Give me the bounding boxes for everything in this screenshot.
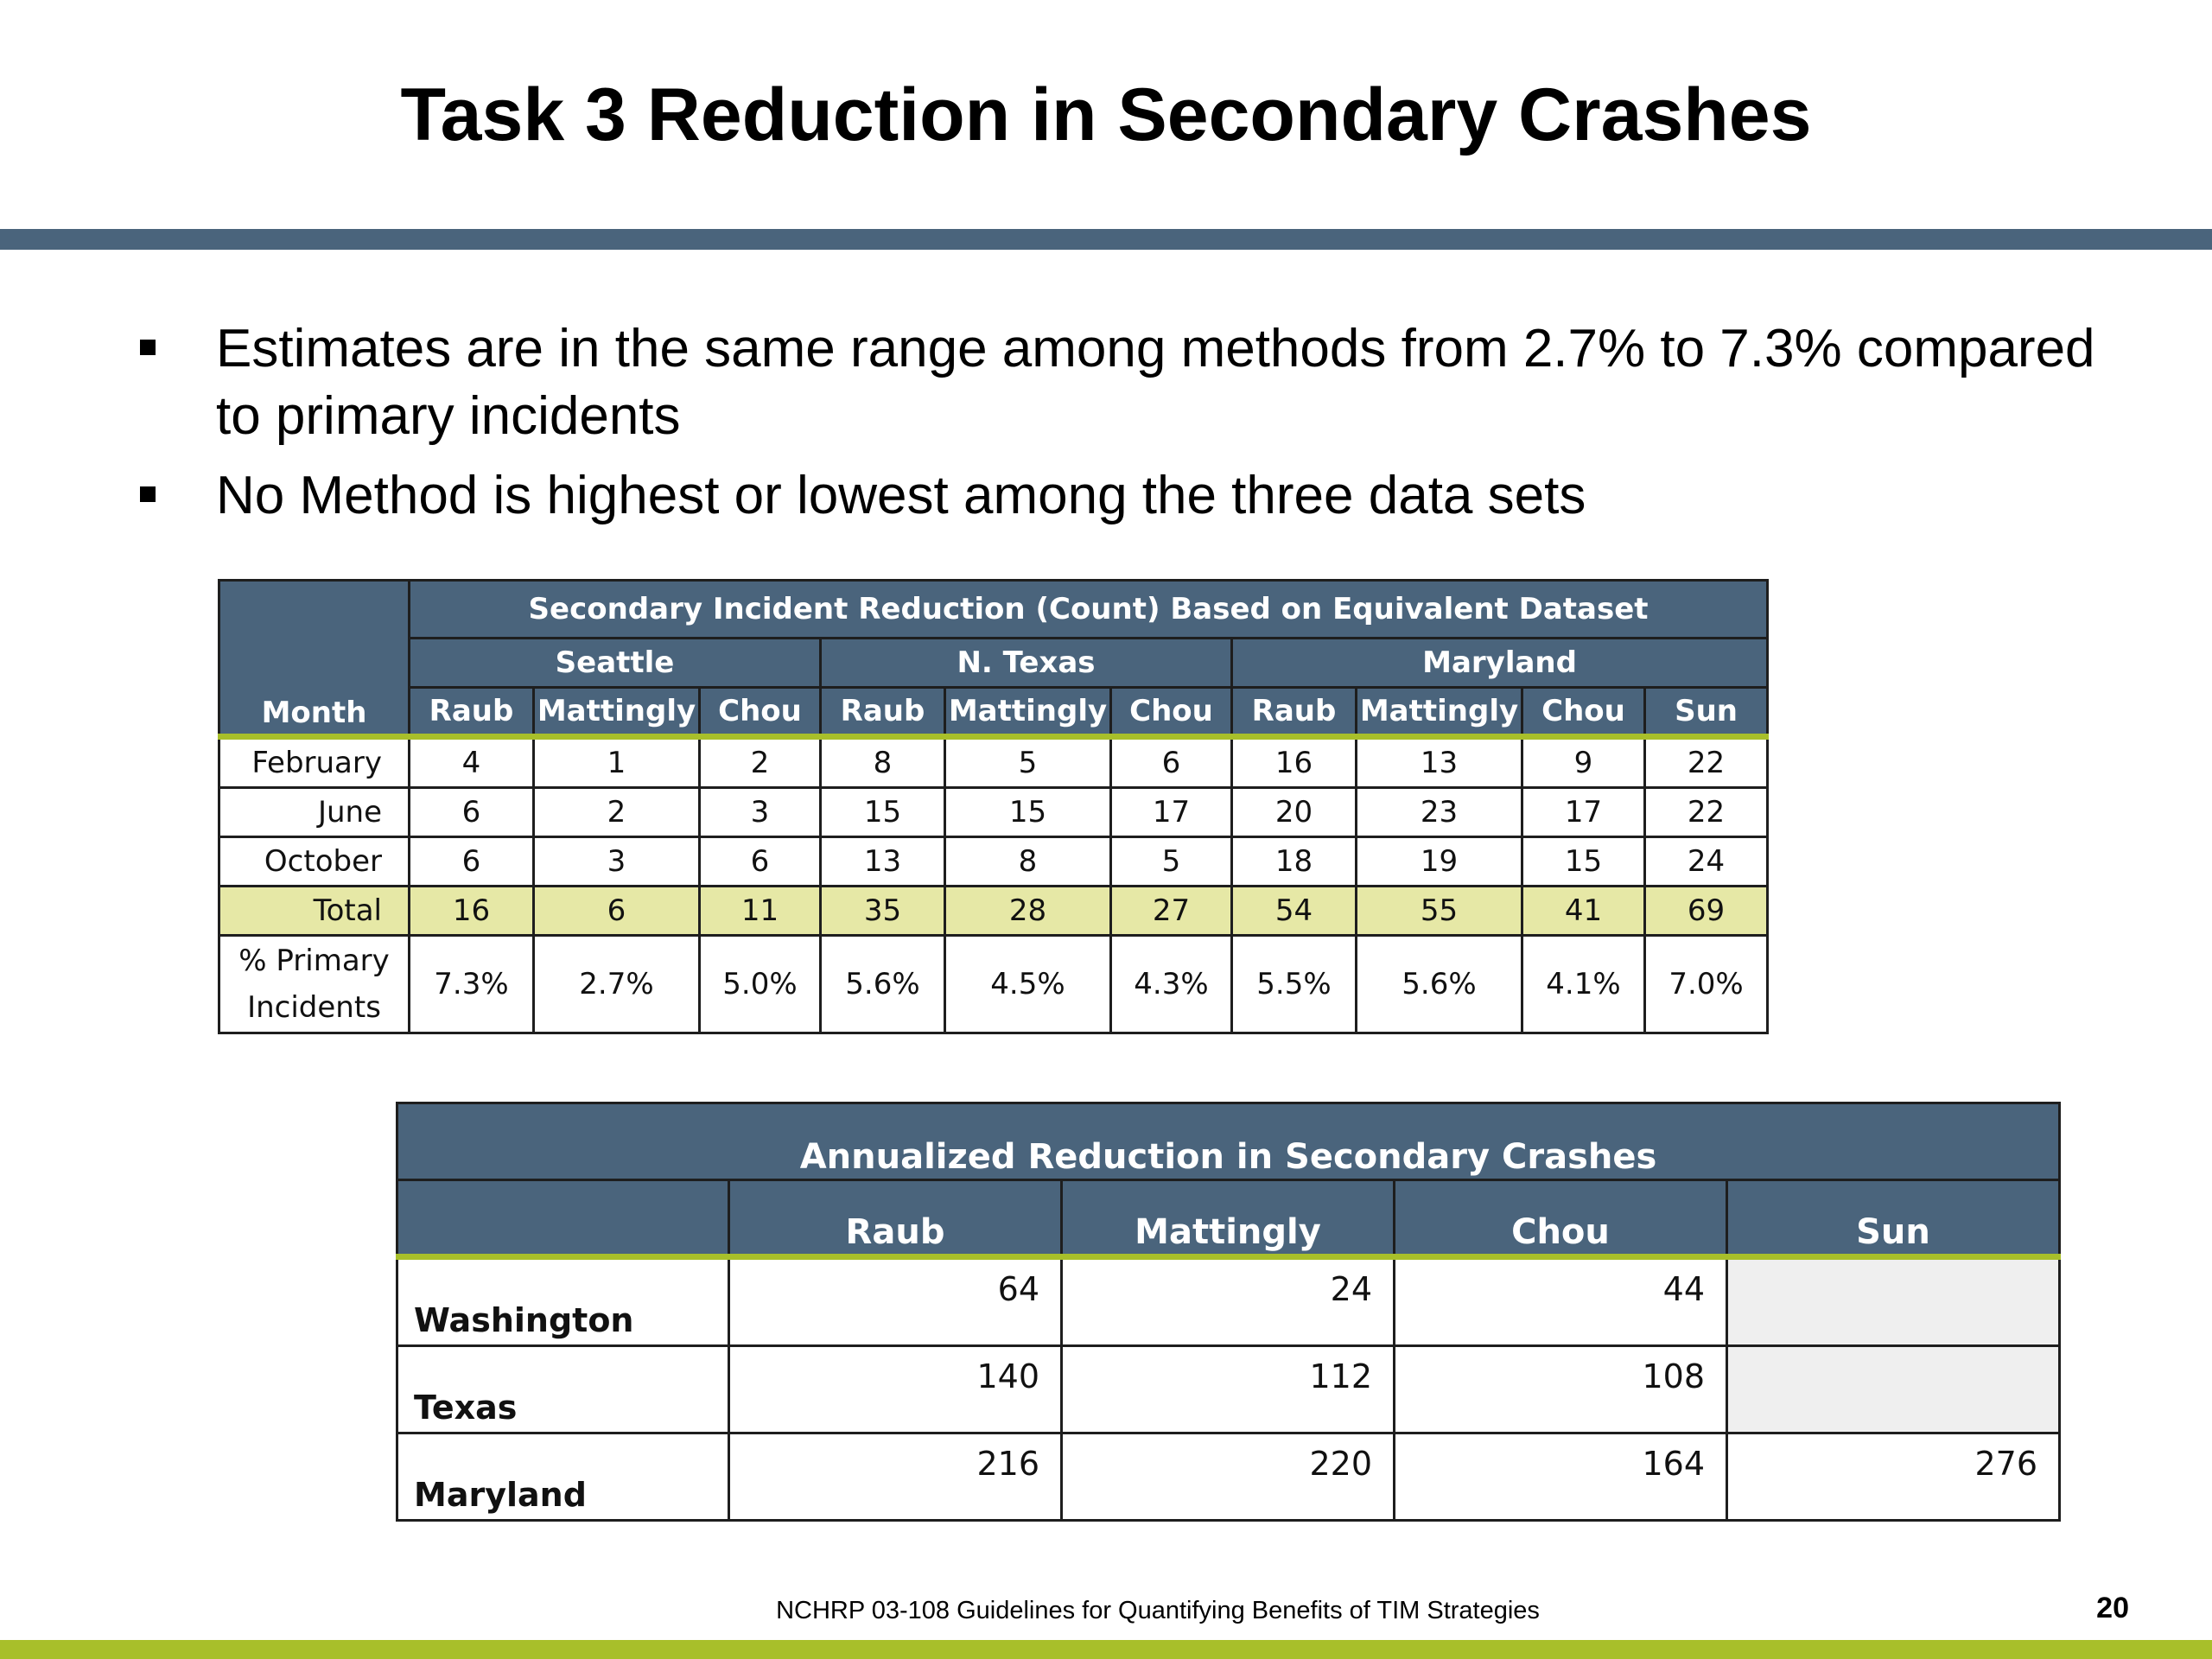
table-row <box>397 1433 2060 1521</box>
table-cell: 64 <box>729 1257 1062 1346</box>
table-cell: 55 <box>1357 887 1522 936</box>
table-cell: 11 <box>700 887 821 936</box>
method-header: Chou <box>700 688 821 737</box>
method-header: Raub <box>410 688 534 737</box>
footer-text: NCHRP 03-108 Guidelines for Quantifying Benefits of TIM Strategies <box>776 1597 1540 1624</box>
table-cell: 19 <box>1357 837 1522 887</box>
row-label: June <box>219 788 410 837</box>
table-cell: 9 <box>1522 737 1645 788</box>
table-cell: 2 <box>700 737 821 788</box>
table-cell: 108 <box>1395 1346 1727 1433</box>
table-cell: 2.7% <box>534 936 700 1033</box>
table-cell: 4.1% <box>1522 936 1645 1033</box>
bullet-text: Estimates are in the same range among methods from 2.7% to 7.3% compared to primary incidents <box>216 319 2095 446</box>
table-cell: 6 <box>534 887 700 936</box>
table-row <box>397 1257 2060 1346</box>
row-label: Total <box>219 887 410 936</box>
month-header: Month <box>219 581 410 737</box>
table-cell: 7.0% <box>1645 936 1768 1033</box>
method-header: Mattingly <box>1357 688 1522 737</box>
table-cell: 6 <box>410 788 534 837</box>
empty-cell <box>1727 1257 2060 1346</box>
secondary-incident-reduction-table <box>218 579 1769 1034</box>
square-bullet-icon <box>140 340 156 355</box>
table-cell: 17 <box>1522 788 1645 837</box>
empty-cell <box>1727 1346 2060 1433</box>
row-label-line: Incidents <box>247 990 381 1025</box>
table-cell: 24 <box>1645 837 1768 887</box>
table-cell: 13 <box>821 837 945 887</box>
row-label: October <box>219 837 410 887</box>
table-cell: 5 <box>1111 837 1232 887</box>
group-header-seattle: Seattle <box>410 639 821 688</box>
table-cell: 15 <box>821 788 945 837</box>
table-cell: 6 <box>1111 737 1232 788</box>
table-cell: 20 <box>1232 788 1357 837</box>
column-header: Chou <box>1395 1180 1727 1257</box>
table-cell: 22 <box>1645 788 1768 837</box>
bullet-list <box>130 315 2117 542</box>
table-cell: 22 <box>1645 737 1768 788</box>
pct-primary-row <box>219 936 1768 1033</box>
table1-title: Secondary Incident Reduction (Count) Based on Equivalent Dataset <box>410 581 1768 639</box>
table-cell: 220 <box>1062 1433 1395 1521</box>
table-cell: 44 <box>1395 1257 1727 1346</box>
table-cell: 27 <box>1111 887 1232 936</box>
column-header: Mattingly <box>1062 1180 1395 1257</box>
table-cell: 5.6% <box>821 936 945 1033</box>
table-cell: 23 <box>1357 788 1522 837</box>
table-cell: 216 <box>729 1433 1062 1521</box>
table-cell: 41 <box>1522 887 1645 936</box>
method-header: Raub <box>821 688 945 737</box>
row-label <box>219 936 410 1033</box>
table-cell: 140 <box>729 1346 1062 1433</box>
table2-title: Annualized Reduction in Secondary Crashes <box>397 1103 2060 1180</box>
table-cell: 24 <box>1062 1257 1395 1346</box>
table-cell: 2 <box>534 788 700 837</box>
table-cell: 17 <box>1111 788 1232 837</box>
group-header-maryland: Maryland <box>1232 639 1768 688</box>
column-header: Raub <box>729 1180 1062 1257</box>
table-cell: 276 <box>1727 1433 2060 1521</box>
slide-title: Task 3 Reduction in Secondary Crashes <box>400 73 1812 156</box>
table-cell: 164 <box>1395 1433 1727 1521</box>
table-cell: 1 <box>534 737 700 788</box>
total-row <box>219 887 1768 936</box>
table-cell: 6 <box>700 837 821 887</box>
table-cell: 7.3% <box>410 936 534 1033</box>
row-label: Washington <box>397 1257 729 1346</box>
table-row <box>219 737 1768 788</box>
table-cell: 8 <box>821 737 945 788</box>
table-cell: 15 <box>1522 837 1645 887</box>
table-cell: 18 <box>1232 837 1357 887</box>
method-header: Chou <box>1111 688 1232 737</box>
row-label: Texas <box>397 1346 729 1433</box>
row-label: Maryland <box>397 1433 729 1521</box>
method-header: Mattingly <box>534 688 700 737</box>
table-row <box>219 837 1768 887</box>
blank-header <box>397 1180 729 1257</box>
table-cell: 5.0% <box>700 936 821 1033</box>
table-cell: 5 <box>945 737 1111 788</box>
method-header: Raub <box>1232 688 1357 737</box>
table-cell: 13 <box>1357 737 1522 788</box>
table-row <box>397 1346 2060 1433</box>
table-cell: 28 <box>945 887 1111 936</box>
table-cell: 112 <box>1062 1346 1395 1433</box>
square-bullet-icon <box>140 486 156 502</box>
table-cell: 15 <box>945 788 1111 837</box>
table-cell: 6 <box>410 837 534 887</box>
table-cell: 8 <box>945 837 1111 887</box>
bullet-text: No Method is highest or lowest among the three data sets <box>216 466 1586 525</box>
table-cell: 4 <box>410 737 534 788</box>
page-number: 20 <box>2096 1592 2129 1624</box>
group-header-n-texas: N. Texas <box>821 639 1232 688</box>
row-label-line: % Primary <box>238 944 390 978</box>
table-cell: 54 <box>1232 887 1357 936</box>
method-header: Chou <box>1522 688 1645 737</box>
title-divider-bar <box>0 229 2212 250</box>
annualized-reduction-table <box>396 1102 2061 1522</box>
bullet-item <box>130 315 2117 450</box>
table-cell: 16 <box>1232 737 1357 788</box>
table-cell: 4.5% <box>945 936 1111 1033</box>
table-cell: 4.3% <box>1111 936 1232 1033</box>
table-cell: 5.6% <box>1357 936 1522 1033</box>
column-header: Sun <box>1727 1180 2060 1257</box>
method-header: Sun <box>1645 688 1768 737</box>
footer-accent-bar <box>0 1640 2212 1659</box>
table-row <box>219 788 1768 837</box>
table-cell: 3 <box>534 837 700 887</box>
row-label: February <box>219 737 410 788</box>
method-header: Mattingly <box>945 688 1111 737</box>
table-cell: 16 <box>410 887 534 936</box>
table-cell: 69 <box>1645 887 1768 936</box>
table-cell: 3 <box>700 788 821 837</box>
bullet-item <box>130 462 2117 530</box>
table-cell: 5.5% <box>1232 936 1357 1033</box>
table-cell: 35 <box>821 887 945 936</box>
